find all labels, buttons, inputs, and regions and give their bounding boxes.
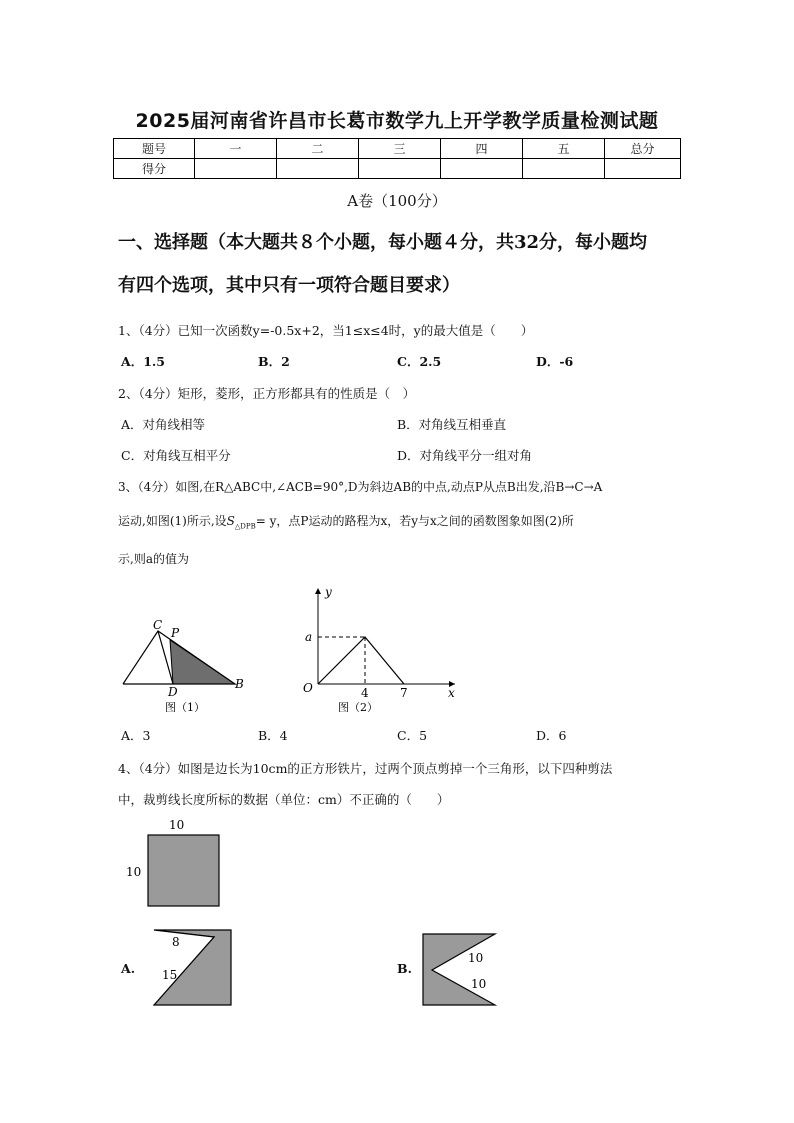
question-2-stem: 2、（4分）矩形，菱形，正方形都具有的性质是（ ） bbox=[118, 386, 416, 401]
q1-option-a[interactable]: A．1.5 bbox=[121, 354, 165, 369]
score-header-cell: 总分 bbox=[605, 139, 681, 159]
opt-b-length-2: 10 bbox=[471, 977, 487, 991]
q2-option-a[interactable]: A．对角线相等 bbox=[121, 417, 206, 432]
square-sheet bbox=[148, 835, 219, 906]
q3-option-c[interactable]: C．5 bbox=[397, 728, 428, 743]
q3-option-a[interactable]: A．3 bbox=[121, 728, 151, 743]
score-cell[interactable] bbox=[195, 159, 277, 179]
square-top-label: 10 bbox=[169, 818, 185, 832]
opt-a-length-2: 15 bbox=[162, 968, 178, 982]
q2-option-c[interactable]: C．对角线互相平分 bbox=[121, 448, 231, 463]
section-a-heading: A卷（100分） bbox=[347, 192, 447, 210]
q3-area-symbol: S bbox=[226, 514, 235, 528]
q3-figure-2-graph bbox=[270, 584, 465, 712]
q4-option-a-label[interactable]: A. bbox=[121, 961, 136, 976]
origin-label: O bbox=[303, 681, 313, 695]
x-label: x bbox=[448, 686, 455, 700]
label-c: C bbox=[153, 618, 163, 632]
q4-option-b-figure[interactable] bbox=[420, 930, 502, 1010]
score-header-cell: 题号 bbox=[114, 139, 195, 159]
q2-option-b[interactable]: B．对角线互相垂直 bbox=[397, 417, 507, 432]
score-header-cell: 五 bbox=[523, 139, 605, 159]
question-3-stem-line3: 示,则a的值为 bbox=[118, 552, 189, 566]
label-b: B bbox=[235, 677, 244, 691]
question-3-stem-line1: 3、（4分）如图,在R△ABC中,∠ACB=90°,D为斜边AB的中点,动点P从点B出发,沿B→C→A bbox=[118, 480, 603, 494]
score-header-cell: 二 bbox=[277, 139, 359, 159]
score-header-cell: 一 bbox=[195, 139, 277, 159]
score-cell[interactable] bbox=[605, 159, 681, 179]
score-table-header-row bbox=[114, 139, 681, 159]
score-cell[interactable] bbox=[523, 159, 605, 179]
score-cell[interactable] bbox=[441, 159, 523, 179]
q3-option-d[interactable]: D．6 bbox=[536, 728, 567, 743]
label-p: P bbox=[171, 626, 180, 640]
score-cell[interactable] bbox=[359, 159, 441, 179]
score-row-label: 得分 bbox=[114, 159, 195, 179]
y-axis-arrow bbox=[315, 588, 321, 594]
q3-figure-1-triangle bbox=[118, 612, 258, 712]
score-table-score-row bbox=[114, 159, 681, 179]
q4-square-figure bbox=[118, 815, 228, 911]
question-3-stem-line2 bbox=[118, 512, 688, 530]
cut-shape-b bbox=[423, 934, 495, 1005]
score-header-cell: 四 bbox=[441, 139, 523, 159]
q3-area-subscript: △DPB bbox=[234, 522, 256, 531]
opt-b-length-1: 10 bbox=[468, 951, 484, 965]
question-4-stem-line2: 中，裁剪线长度所标的数据（单位：cm）不正确的（ ） bbox=[118, 792, 450, 807]
q1-option-b[interactable]: B．2 bbox=[258, 354, 290, 369]
q4-option-a-figure[interactable] bbox=[150, 926, 235, 1008]
q1-option-c[interactable]: C．2.5 bbox=[397, 354, 442, 369]
label-d: D bbox=[168, 685, 178, 699]
q4-option-b-label[interactable]: B. bbox=[397, 961, 412, 976]
y-label: y bbox=[325, 585, 332, 599]
question-4-stem-line1: 4、（4分）如图是边长为10cm的正方形铁片，过两个顶点剪掉一个三角形，以下四种剪法 bbox=[118, 761, 613, 776]
tick-4: 4 bbox=[361, 686, 369, 700]
q2-option-d[interactable]: D．对角线平分一组对角 bbox=[397, 448, 533, 463]
q3-stem-text-a: 运动,如图(1)所示,设 bbox=[118, 514, 227, 528]
question-1-stem: 1、（4分）已知一次函数y=-0.5x+2，当1≤x≤4时，y的最大值是（ ） bbox=[118, 323, 534, 338]
q3-option-b[interactable]: B．4 bbox=[258, 728, 288, 743]
part1-heading-line2: 有四个选项，其中只有一项符合题目要求） bbox=[118, 275, 460, 296]
part1-heading-line1: 一、选择题（本大题共８个小题，每小题４分，共32分，每小题均 bbox=[118, 232, 648, 253]
score-table bbox=[113, 138, 681, 179]
a-label: a bbox=[305, 630, 313, 644]
score-header-cell: 三 bbox=[359, 139, 441, 159]
q1-option-d[interactable]: D．-6 bbox=[536, 354, 574, 369]
q3-stem-text-b: = y，点P运动的路程为x，若y与x之间的函数图象如图(2)所 bbox=[255, 514, 574, 528]
function-graph bbox=[318, 637, 404, 684]
figure-2-caption: 图（2） bbox=[338, 701, 378, 712]
opt-a-length-1: 8 bbox=[172, 935, 180, 949]
page-title: 2025届河南省许昌市长葛市数学九上开学教学质量检测试题 bbox=[135, 110, 659, 132]
score-cell[interactable] bbox=[277, 159, 359, 179]
square-left-label: 10 bbox=[126, 865, 142, 879]
tick-7: 7 bbox=[400, 686, 408, 700]
figure-1-caption: 图（1） bbox=[165, 701, 205, 712]
